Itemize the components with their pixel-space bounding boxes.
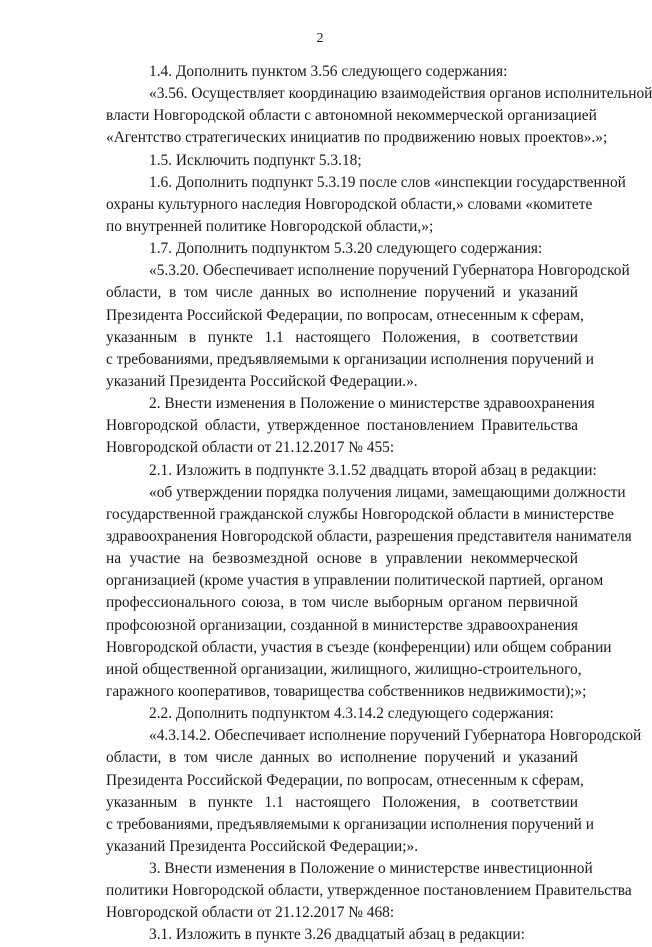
- text-line: с требованиями, предъявляемыми к организации исполнения поручений и: [106, 350, 594, 368]
- text-line: области, в том числе данных во исполнение поручений и указаний: [106, 749, 578, 767]
- text-line: по внутренней политике Новгородской области,»;: [106, 217, 434, 235]
- text-line: «Агентство стратегических инициатив по продвижению новых проектов».»;: [106, 129, 608, 147]
- text-line: указанным в пункте 1.1 настоящего Положения, в соответствии: [106, 793, 578, 811]
- text-line: 2.2. Дополнить подпунктом 4.3.14.2 следующего содержания:: [149, 705, 554, 723]
- text-line: Новгородской области, утвержденное постановлением Правительства: [106, 417, 578, 435]
- text-line: гаражного кооперативов, товарищества собственников недвижимости);»;: [106, 682, 587, 700]
- text-line: 1.4. Дополнить пунктом 3.56 следующего содержания:: [149, 63, 508, 80]
- text-line: иной общественной организации, жилищного, жилищно-строительного,: [106, 660, 582, 678]
- text-line: 1.5. Исключить подпункт 5.3.18;: [149, 151, 362, 169]
- document-body: [106, 61, 652, 947]
- text-line: политики Новгородской области, утвержденное постановлением Правительства: [106, 882, 632, 900]
- text-line: 2. Внести изменения в Положение о министерстве здравоохранения: [149, 395, 595, 413]
- text-line: «5.3.20. Обеспечивает исполнение поручений Губернатора Новгородской: [149, 262, 630, 280]
- text-line: указанным в пункте 1.1 настоящего Положения, в соответствии: [106, 328, 578, 346]
- text-line: на участие на безвозмездной основе в управлении некоммерческой: [106, 550, 578, 568]
- text-line: власти Новгородской области с автономной некоммерческой организацией: [106, 107, 597, 125]
- text-line: здравоохранения Новгородской области, разрешения представителя нанимателя: [106, 527, 632, 545]
- text-line: организацией (кроме участия в управлении политической партией, органом: [106, 572, 604, 590]
- text-line: области, в том числе данных во исполнение поручений и указаний: [106, 284, 578, 302]
- text-line: охраны культурного наследия Новгородской области,» словами «комитете: [106, 195, 593, 213]
- text-line: Новгородской области от 21.12.2017 № 468:: [106, 904, 395, 922]
- text-line: Президента Российской Федерации, по вопросам, отнесенным к сферам,: [106, 771, 584, 789]
- text-line: «4.3.14.2. Обеспечивает исполнение поручений Губернатора Новгородской: [149, 727, 642, 745]
- text-line: «3.56. Осуществляет координацию взаимодействия органов исполнительной: [149, 85, 652, 103]
- text-line: Новгородской области от 21.12.2017 № 455:: [106, 439, 395, 457]
- page-number: 2: [316, 31, 324, 46]
- text-line: профессионального союза, в том числе выборным органом первичной: [106, 594, 578, 612]
- text-line: 3. Внести изменения в Положение о министерстве инвестиционной: [149, 860, 593, 878]
- text-line: 3.1. Изложить в пункте 3.26 двадцатый абзац в редакции:: [149, 926, 525, 944]
- text-line: Новгородской области, участия в съезде (конференции) или общем собрании: [106, 638, 612, 656]
- text-line: государственной гражданской службы Новгородской области в министерстве: [106, 505, 614, 523]
- text-line: указаний Президента Российской Федерации.».: [106, 372, 418, 390]
- text-line: профсоюзной организации, созданной в министерстве здравоохранения: [106, 616, 578, 634]
- text-line: Президента Российской Федерации, по вопросам, отнесенным к сферам,: [106, 306, 584, 324]
- text-line: 1.7. Дополнить подпунктом 5.3.20 следующего содержания:: [149, 240, 543, 258]
- text-line: с требованиями, предъявляемыми к организации исполнения поручений и: [106, 815, 594, 833]
- text-line: 2.1. Изложить в подпункте 3.1.52 двадцать второй абзац в редакции:: [149, 461, 597, 479]
- text-line: указаний Президента Российской Федерации;».: [106, 837, 419, 855]
- text-line: «об утверждении порядка получения лицами, замещающими должности: [149, 483, 626, 501]
- text-line: 1.6. Дополнить подпункт 5.3.19 после слов «инспекции государственной: [149, 173, 626, 191]
